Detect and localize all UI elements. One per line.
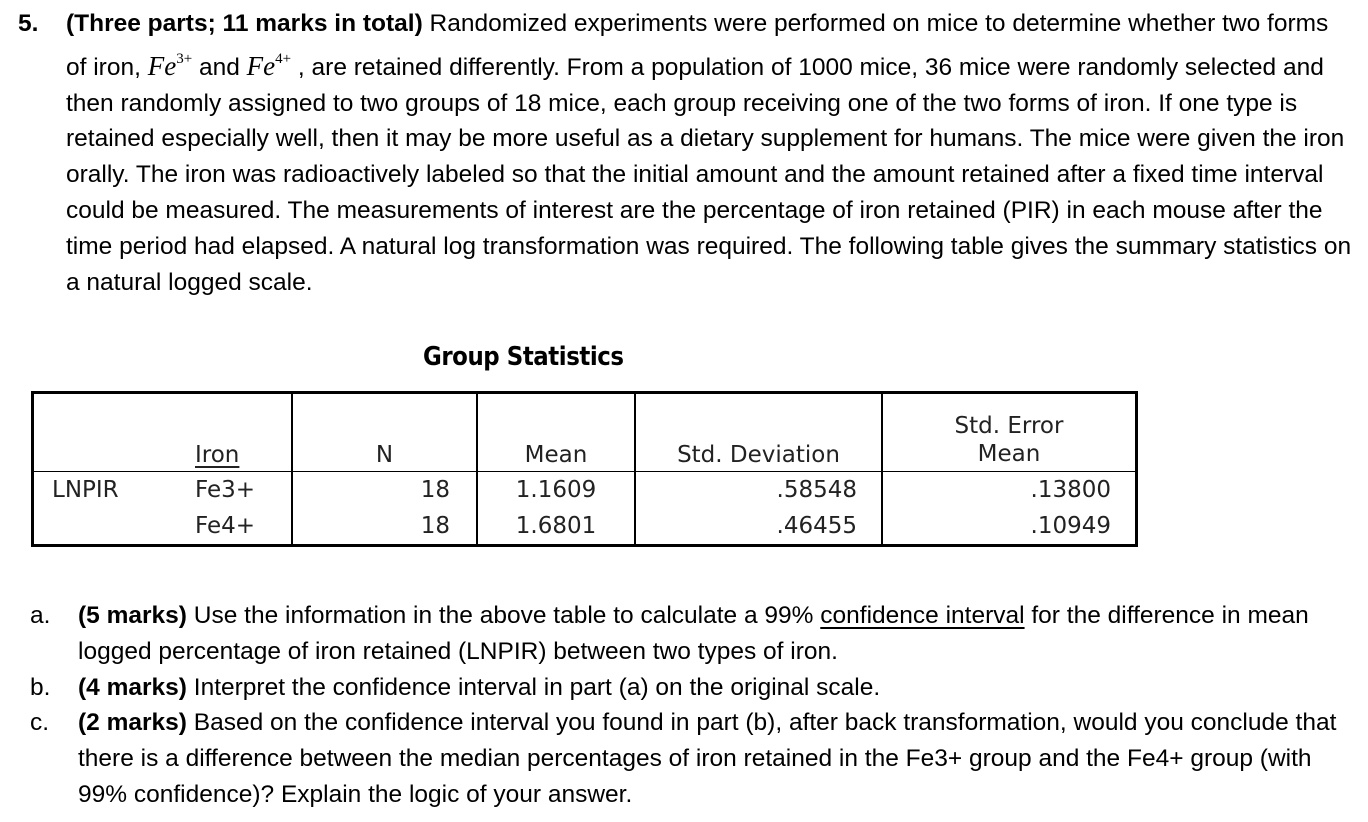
confidence-interval-term: confidence interval: [820, 602, 1025, 629]
header-variable-cell: [33, 393, 196, 472]
table-row: [33, 508, 1137, 546]
variable-label: LNPIR: [52, 477, 119, 503]
question-text: (Three parts; 11 marks in total) Randomized experiments were performed on mice to determine whether two forms of iron, $Fe^{3+}$ and $Fe^{4+}$ , are retained differently. From a population of 1000 mice, 36 mice were randomly selected and then randomly assigned to two groups of 18 mice, each group receiving one of the two forms of iron. If one type is retained especially well, then it may be more useful as a dietary supplement for humans. The mice were given the iron orally. The iron was radioactively labeled so that the initial amount and the amount retained after a fixed time interval could be measured. The measurements of interest are the percentage of iron retained (PIR) in each mouse after the time period had elapsed. A natural log transformation was required. The following table gives the summary statistics on a natural logged scale.: [66, 10, 1352, 296]
std-error-cell: .13800: [882, 472, 1137, 509]
header-iron: Iron: [195, 393, 292, 472]
n-cell: 18: [292, 508, 477, 546]
charge-superscript: 4+: [275, 50, 292, 67]
iron-cell: Fe4+: [195, 513, 256, 539]
part-b: b. (4 marks) Interpret the confidence interval in part (a) on the original scale.: [30, 670, 1350, 706]
header-n: N: [292, 393, 477, 472]
table-title: Group Statistics: [423, 342, 624, 372]
mean-cell: 1.1609: [477, 472, 635, 509]
part-marks: (4 marks): [78, 673, 187, 701]
iron-cell: Fe3+: [195, 477, 256, 503]
n-cell: 18: [292, 472, 477, 509]
part-marks: (2 marks): [78, 709, 187, 737]
group-statistics-table: [31, 391, 1138, 547]
part-a: a. (5 marks) Use the information in the above table to calculate a 99% confidence interval for the difference in mean logged percentage of iron retained (LNPIR) between two types of iron.: [30, 598, 1350, 670]
table-header-row: [33, 393, 1137, 472]
part-label: c.: [30, 709, 50, 737]
header-std-error-mean: Std. Error Mean: [882, 393, 1137, 472]
question-parts: [30, 598, 1350, 813]
part-marks: (5 marks): [78, 602, 187, 629]
charge-superscript: 3+: [176, 50, 193, 67]
question-marks: (Three parts; 11 marks in total): [66, 10, 423, 37]
header-std-deviation: Std. Deviation: [635, 393, 882, 472]
fe-symbol: Fe: [246, 50, 276, 81]
header-mean: Mean: [477, 393, 635, 472]
std-deviation-cell: .46455: [635, 508, 882, 546]
std-error-cell: .10949: [882, 508, 1137, 546]
std-deviation-cell: .58548: [635, 472, 882, 509]
fe-symbol: Fe: [147, 50, 177, 81]
table-row: [33, 472, 1137, 509]
part-label: b.: [30, 673, 51, 701]
mean-cell: 1.6801: [477, 508, 635, 546]
question-5: [18, 6, 1353, 300]
part-c: c. (2 marks) Based on the confidence interval you found in part (b), after back transformation, would you conclude that there is a difference between the median percentages of iron retained in the Fe3+ group and the Fe4+ group (with 99% confidence)? Explain the logic of your answer.: [30, 705, 1350, 812]
question-number: 5.: [18, 10, 39, 37]
part-label: a.: [30, 602, 51, 629]
